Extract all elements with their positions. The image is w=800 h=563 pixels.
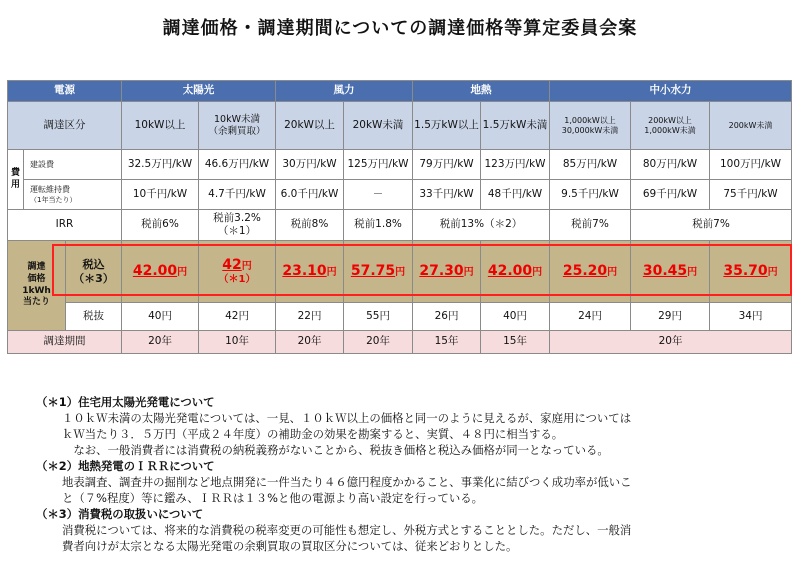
tax-excluded-cell: 55円 bbox=[344, 303, 413, 331]
price-unit: 円 bbox=[326, 266, 337, 278]
note-line: 消費税については、将来的な消費税の税率変更の可能性も想定し、外税方式とすることとした。ただし、一般消 bbox=[62, 523, 632, 537]
irr-geothermal: 税前13%（＊2） bbox=[413, 210, 550, 241]
header-solar: 太陽光 bbox=[122, 81, 276, 102]
construction-cost-cell: 85万円/kW bbox=[550, 150, 631, 180]
tax-included-price-cell bbox=[413, 241, 481, 303]
irr-solar-10kw-under: 税前3.2% （＊1） bbox=[199, 210, 276, 241]
header-geothermal: 地熱 bbox=[413, 81, 550, 102]
tax-included-price-cell bbox=[481, 241, 550, 303]
tax-included-price-cell bbox=[550, 241, 631, 303]
price-unit: 円 bbox=[241, 260, 252, 272]
category-cell: 1.5万kW未満 bbox=[481, 102, 550, 150]
price-unit: 円 bbox=[607, 266, 618, 278]
price-value: 25.20 bbox=[562, 262, 608, 279]
tax-included-price-cell bbox=[710, 241, 792, 303]
tax-included-price-cell bbox=[631, 241, 710, 303]
construction-cost-cell: 79万円/kW bbox=[413, 150, 481, 180]
note-line: ｋＷ当たり３．５万円（平成２４年度）の補助金の効果を勘案すると、実質、４８円に相当する。 bbox=[62, 427, 564, 441]
category-cell: 10kW以上 bbox=[122, 102, 199, 150]
construction-cost-cell: 30万円/kW bbox=[276, 150, 344, 180]
price-unit: 円 bbox=[177, 266, 188, 278]
maintenance-cost-cell: 6.0千円/kW bbox=[276, 180, 344, 210]
price-unit: 円 bbox=[532, 266, 543, 278]
maintenance-cost-label bbox=[24, 180, 122, 210]
price-value: 57.75 bbox=[350, 262, 396, 279]
price-value: 35.70 bbox=[723, 262, 768, 279]
page-title: 調達価格・調達期間についての調達価格等算定委員会案 bbox=[162, 18, 638, 39]
notes-section bbox=[36, 394, 776, 554]
note-heading: （＊1）住宅用太陽光発電について bbox=[36, 395, 215, 409]
price-value: 42.00 bbox=[487, 262, 533, 279]
maintenance-cost-cell: 75千円/kW bbox=[710, 180, 792, 210]
price-unit: 円 bbox=[395, 266, 406, 278]
tariff-table bbox=[7, 80, 792, 354]
tax-excluded-cell: 29円 bbox=[631, 303, 710, 331]
tax-excluded-cell: 34円 bbox=[710, 303, 792, 331]
header-hydro: 中小水力 bbox=[550, 81, 792, 102]
tax-included-price-cell bbox=[276, 241, 344, 303]
category-cell: 1.5万kW以上 bbox=[413, 102, 481, 150]
price-unit: 円 bbox=[463, 266, 474, 278]
construction-cost-cell: 123万円/kW bbox=[481, 150, 550, 180]
period-geo-under: 15年 bbox=[481, 331, 550, 354]
tax-excluded-cell: 42円 bbox=[199, 303, 276, 331]
tax-excluded-cell: 24円 bbox=[550, 303, 631, 331]
tax-excluded-cell: 22円 bbox=[276, 303, 344, 331]
note-line: １０ｋＷ未満の太陽光発電については、一見、１０ｋＷ以上の価格と同一のように見えるが、家庭用については bbox=[62, 411, 632, 425]
category-cell: 1,000kW以上30,000kW未満 bbox=[550, 102, 631, 150]
period-wind-20kw-under: 20年 bbox=[344, 331, 413, 354]
price-value: 42.00 bbox=[132, 262, 178, 279]
irr-label: IRR bbox=[8, 210, 122, 241]
cost-side-label: 費用 bbox=[8, 150, 24, 210]
header-wind: 風力 bbox=[276, 81, 413, 102]
category-cell: 20kW未満 bbox=[344, 102, 413, 150]
maintenance-cost-cell: 9.5千円/kW bbox=[550, 180, 631, 210]
tax-excluded-cell: 26円 bbox=[413, 303, 481, 331]
tax-excluded-row bbox=[8, 303, 792, 331]
maintenance-cost-cell: － bbox=[344, 180, 413, 210]
price-value: 42 bbox=[222, 256, 242, 273]
irr-row bbox=[8, 210, 792, 241]
note-line: なお、一般消費者には消費税の納税義務がないことから、税抜き価格と税込み価格が同一となっている。 bbox=[62, 443, 609, 457]
note-line: 地表調査、調査井の掘削など地点開発に一件当たり４６億円程度かかること、事業化に結びつく成功率が低いこ bbox=[62, 475, 632, 489]
category-cell: 200kW未満 bbox=[710, 102, 792, 150]
note-heading: （＊3）消費税の取扱いについて bbox=[36, 507, 204, 521]
category-cell: 10kW未満 （余剰買取） bbox=[199, 102, 276, 150]
construction-cost-cell: 100万円/kW bbox=[710, 150, 792, 180]
period-solar-10kw-under: 10年 bbox=[199, 331, 276, 354]
category-label: 調達区分 bbox=[8, 102, 122, 150]
period-label: 調達期間 bbox=[8, 331, 122, 354]
irr-solar-10kw-over: 税前6% bbox=[122, 210, 199, 241]
period-solar-10kw-over: 20年 bbox=[122, 331, 199, 354]
irr-wind-20kw-under: 税前1.8% bbox=[344, 210, 413, 241]
category-row bbox=[8, 102, 792, 150]
price-value: 30.45 bbox=[642, 262, 688, 279]
price-footnote: （＊1） bbox=[218, 274, 256, 285]
period-wind-20kw-over: 20年 bbox=[276, 331, 344, 354]
tax-included-price-cell bbox=[199, 241, 276, 303]
tax-included-price-cell bbox=[122, 241, 199, 303]
tax-excluded-cell: 40円 bbox=[481, 303, 550, 331]
tax-included-price-cell bbox=[344, 241, 413, 303]
price-value: 23.10 bbox=[282, 262, 327, 279]
note-heading: （＊2）地熱発電のＩＲＲについて bbox=[36, 459, 215, 473]
category-cell: 20kW以上 bbox=[276, 102, 344, 150]
maintenance-cost-row bbox=[8, 180, 792, 210]
irr-hydro-small: 税前7% bbox=[631, 210, 792, 241]
period-geo-over: 15年 bbox=[413, 331, 481, 354]
construction-cost-cell: 125万円/kW bbox=[344, 150, 413, 180]
irr-hydro-large: 税前7% bbox=[550, 210, 631, 241]
header-source: 電源 bbox=[8, 81, 122, 102]
construction-cost-cell: 46.6万円/kW bbox=[199, 150, 276, 180]
price-value: 27.30 bbox=[419, 262, 464, 279]
maintenance-cost-cell: 69千円/kW bbox=[631, 180, 710, 210]
tax-included-row bbox=[8, 241, 792, 303]
construction-cost-label: 建設費 bbox=[24, 150, 122, 180]
construction-cost-cell: 80万円/kW bbox=[631, 150, 710, 180]
tax-excluded-cell: 40円 bbox=[122, 303, 199, 331]
maintenance-cost-cell: 48千円/kW bbox=[481, 180, 550, 210]
maintenance-cost-cell: 33千円/kW bbox=[413, 180, 481, 210]
header-row bbox=[8, 81, 792, 102]
construction-cost-cell: 32.5万円/kW bbox=[122, 150, 199, 180]
period-hydro: 20年 bbox=[550, 331, 792, 354]
period-row bbox=[8, 331, 792, 354]
irr-wind-20kw-over: 税前8% bbox=[276, 210, 344, 241]
note-line: と（７%程度）等に鑑み、ＩＲＲは１３%と他の電源より高い設定を行っている。 bbox=[62, 491, 484, 505]
maintenance-cost-cell: 10千円/kW bbox=[122, 180, 199, 210]
category-cell: 200kW以上1,000kW未満 bbox=[631, 102, 710, 150]
price-unit: 円 bbox=[687, 266, 698, 278]
price-unit: 円 bbox=[767, 266, 778, 278]
note-line: 費者向けが太宗となる太陽光発電の余剰買取の買取区分については、従来どおりとした。 bbox=[62, 539, 518, 553]
maintenance-label-text: 運転維持費 bbox=[30, 184, 70, 194]
maintenance-cost-cell: 4.7千円/kW bbox=[199, 180, 276, 210]
price-side-label: 調達 価格 1kWh 当たり bbox=[8, 241, 66, 331]
construction-cost-row bbox=[8, 150, 792, 180]
tax-excluded-label: 税抜 bbox=[66, 303, 122, 331]
tax-included-label: 税込 （＊3） bbox=[66, 241, 122, 303]
maintenance-sublabel: （1年当たり） bbox=[30, 195, 77, 204]
